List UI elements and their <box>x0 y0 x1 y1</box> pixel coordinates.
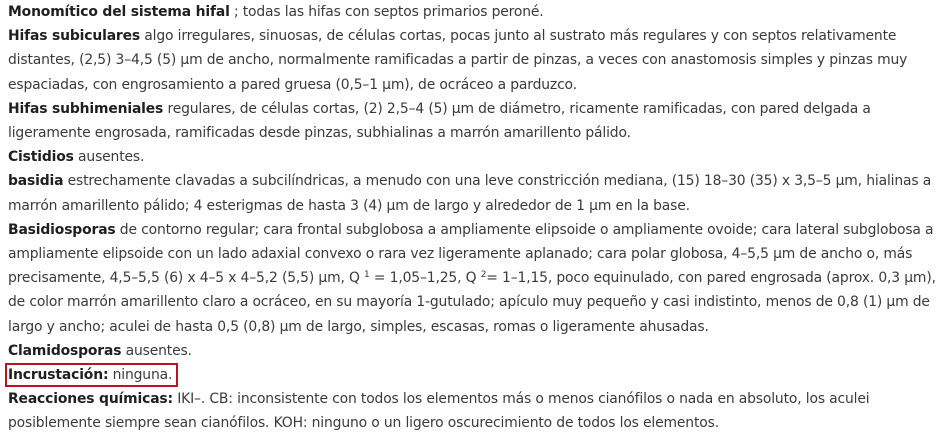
section-chemical-reactions <box>8 387 940 435</box>
text-basidiospores-part-a: de contorno regular; cara frontal subglobosa a ampliamente elipsoide o ampliamente ovoide; cara lateral subglobosa a ampliamente elipsoide con un lado adaxial convexo o rara vez ligeramente aplanado; cara polar globosa, 4–5,5 µm de ancho o, más precisamente, 4,5–5,5 (6) x 4–5 x 4–5,2 (5,5) µm, Q <box>8 221 934 287</box>
section-chlamydospores <box>8 339 940 363</box>
term-chlamydospores: Clamidosporas <box>8 342 122 359</box>
description-document <box>8 0 940 436</box>
section-subicular-hyphae <box>8 24 940 97</box>
section-incrustation <box>8 363 940 387</box>
term-incrustation: Incrustación: <box>8 367 109 384</box>
superscript-q2: 2 <box>480 270 487 281</box>
text-basidiospores-part-b: = 1,05–1,25, Q <box>369 270 481 287</box>
term-subicular-hyphae: Hifas subiculares <box>8 28 141 45</box>
text-chlamydospores: ausentes. <box>121 342 192 359</box>
incrustation-highlight-box <box>5 363 178 387</box>
text-hyphal-system: ; todas las hifas con septos primarios peroné. <box>229 4 544 20</box>
section-cystidia <box>8 145 940 169</box>
text-subhymenial-hyphae: regulares, de células cortas, (2) 2,5–4 (5) µm de diámetro, ricamente ramificadas, con pared delgada a ligeramente engrosada, ramificadas desde pinzas, subhialinas a marrón amarillento pálido. <box>8 100 871 142</box>
section-hyphal-system <box>8 0 940 24</box>
text-incrustation: ninguna. <box>108 367 173 384</box>
superscript-q1: 1 <box>364 270 370 281</box>
term-hyphal-system: Monomítico del sistema hifal <box>8 4 230 20</box>
term-basidia: basidia <box>8 173 64 190</box>
term-chemical-reactions: Reacciones químicas: <box>8 391 173 408</box>
section-basidia <box>8 169 940 217</box>
text-subicular-hyphae: algo irregulares, sinuosas, de células cortas, pocas junto al sustrato más regulares y con septos relativamente distantes, (2,5) 3–4,5 (5) µm de ancho, normalmente ramificadas a partir de pinzas, a veces con anastomosis simples y pinzas muy espaciadas, con engrosamiento a pared gruesa (0,5–1 µm), de ocráceo a parduzco. <box>8 28 908 93</box>
term-basidiospores: Basidiosporas <box>8 221 116 238</box>
section-subhymenial-hyphae <box>8 97 940 145</box>
text-chemical-reactions: IKI–. CB: inconsistente con todos los elementos más o menos cianófilos o nada en absoluto, los aculei posiblemente siempre sean cianófilos. KOH: ninguno o un ligero oscurecimiento de todos los elementos. <box>8 391 870 432</box>
section-basidiospores <box>8 218 940 339</box>
text-basidia: estrechamente clavadas a subcilíndricas, a menudo con una leve constricción mediana, (15) 18–30 (35) x 3,5–5 µm, hialinas a marrón amarillento pálido; 4 esterigmas de hasta 3 (4) µm de largo y alrededor de 1 µm en la base. <box>8 173 932 214</box>
term-cystidia: Cistidios <box>8 149 74 166</box>
text-cystidia: ausentes. <box>73 149 145 166</box>
text-basidiospores-part-c: = 1–1,15, poco equinulado, con pared engrosada (aprox. 0,3 µm), de color marrón amarillento claro a ocráceo, en su mayoría 1-gutulado; apículo muy pequeño y casi indistinto, menos de 0,8 (1) µm de largo y ancho; aculei de hasta 0,5 (0,8) µm de largo, simples, escasas, romas o ligeramente ahusadas. <box>8 270 936 335</box>
term-subhymenial-hyphae: Hifas subhimeniales <box>8 100 164 117</box>
